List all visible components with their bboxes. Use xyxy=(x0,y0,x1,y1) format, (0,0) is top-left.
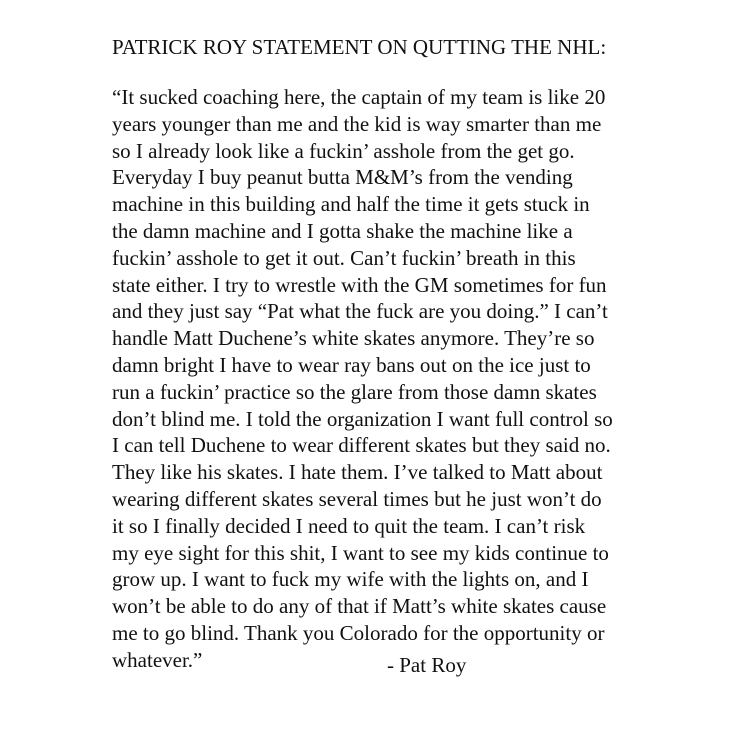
statement-line: They like his skates. I hate them. I’ve talked to Matt about xyxy=(112,460,603,485)
statement-line: don’t blind me. I told the organization I want full control so xyxy=(112,406,613,431)
statement-line: and they just say “Pat what the fuck are you doing.” I can’t xyxy=(112,299,608,324)
statement-line: won’t be able to do any of that if Matt’s white skates cause xyxy=(112,594,607,619)
statement-line: damn bright I have to wear ray bans out on the ice just to xyxy=(112,352,591,377)
statement-line: run a fuckin’ practice so the glare from those damn skates xyxy=(112,379,597,404)
statement-line: it so I finally decided I need to quit the team. I can’t risk xyxy=(112,513,586,538)
statement-line: fuckin’ asshole to get it out. Can’t fuckin’ breath in this xyxy=(112,245,576,270)
statement-title: PATRICK ROY STATEMENT ON QUTTING THE NHL: xyxy=(112,35,607,59)
statement-document xyxy=(112,34,750,674)
statement-line: the damn machine and I gotta shake the machine like a xyxy=(112,218,573,243)
statement-line: Everyday I buy peanut butta M&M’s from the vending xyxy=(112,165,573,190)
statement-body xyxy=(112,84,750,674)
statement-line: so I already look like a fuckin’ asshole from the get go. xyxy=(112,138,575,163)
statement-line: machine in this building and half the time it gets stuck in xyxy=(112,192,590,217)
statement-line: whatever.” xyxy=(112,647,203,672)
statement-line: grow up. I want to fuck my wife with the lights on, and I xyxy=(112,567,589,592)
statement-signature: - Pat Roy xyxy=(387,653,467,677)
statement-line: handle Matt Duchene’s white skates anymore. They’re so xyxy=(112,326,595,351)
statement-line: my eye sight for this shit, I want to see my kids continue to xyxy=(112,540,609,565)
statement-line: I can tell Duchene to wear different skates but they said no. xyxy=(112,433,611,458)
statement-line: me to go blind. Thank you Colorado for the opportunity or xyxy=(112,620,605,645)
statement-line: wearing different skates several times but he just won’t do xyxy=(112,486,602,511)
statement-line: years younger than me and the kid is way smarter than me xyxy=(112,111,602,136)
statement-line: “It sucked coaching here, the captain of my team is like 20 xyxy=(112,85,606,109)
statement-line: state either. I try to wrestle with the GM sometimes for fun xyxy=(112,272,607,297)
